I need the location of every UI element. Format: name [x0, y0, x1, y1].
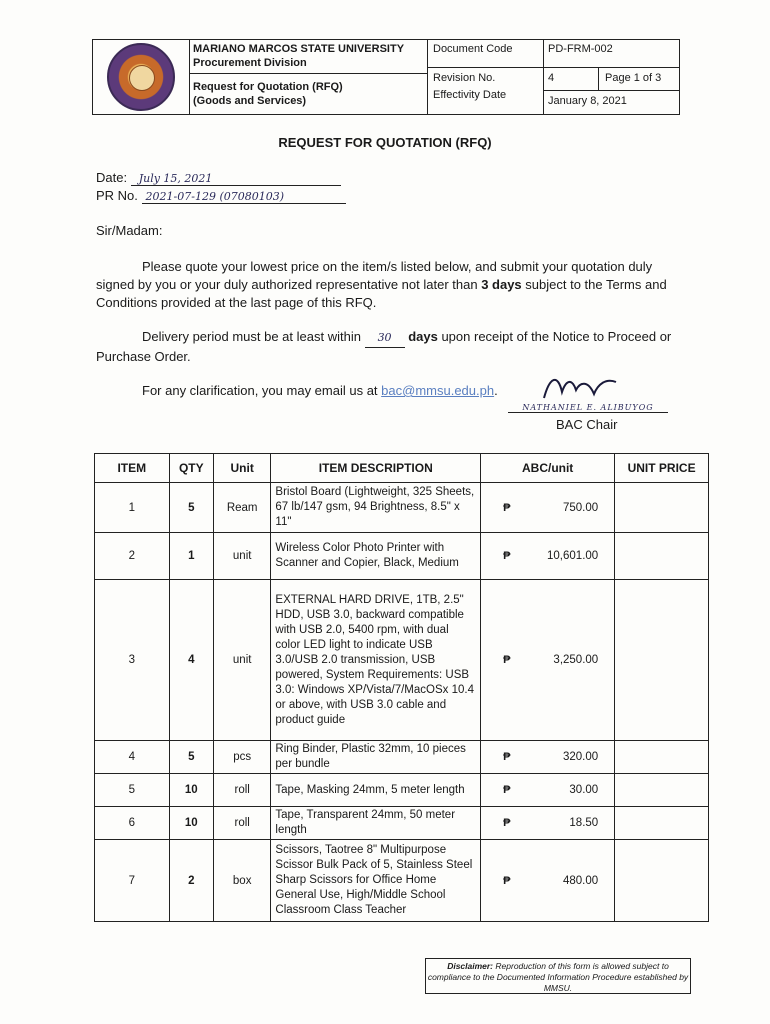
table-row	[95, 807, 709, 840]
abc-value: 3,250.00	[553, 654, 599, 666]
university-seal-icon	[107, 43, 175, 111]
instruction-paragraph	[96, 258, 680, 312]
table-row	[95, 533, 709, 580]
para1-before: Please quote your lowest price on the item/s listed below, and submit your quotation duly signed by you or your duly authorized representative not later than	[96, 259, 653, 292]
revision-value: 4	[548, 72, 555, 84]
item-description: Tape, Transparent 24mm, 50 meter length	[271, 807, 481, 840]
item-unit: roll	[213, 807, 270, 840]
item-number: 2	[95, 533, 170, 580]
unit-price-cell[interactable]	[615, 533, 709, 580]
document-header	[92, 39, 680, 115]
abc-value: 320.00	[563, 751, 599, 763]
doc-code-label: Document Code	[433, 43, 513, 55]
item-qty: 2	[169, 840, 213, 922]
item-abc	[481, 807, 615, 840]
abc-value: 750.00	[563, 501, 599, 514]
item-number: 7	[95, 840, 170, 922]
table-row	[95, 840, 709, 922]
para2-before: Delivery period must be at least within	[142, 329, 361, 344]
para1-after: subject to the Terms and Conditions provided at the last page of this RFQ.	[96, 277, 667, 310]
item-unit: Ream	[213, 483, 270, 533]
item-abc	[481, 840, 615, 922]
abc-value: 480.00	[563, 874, 599, 887]
item-qty: 4	[169, 580, 213, 741]
item-description: Wireless Color Photo Printer with Scanner and Copier, Black, Medium	[271, 533, 481, 580]
effectivity-value: January 8, 2021	[548, 95, 627, 107]
table-row	[95, 580, 709, 741]
item-number: 6	[95, 807, 170, 840]
university-name: MARIANO MARCOS STATE UNIVERSITY	[193, 43, 405, 55]
item-unit: box	[213, 840, 270, 922]
item-qty: 10	[169, 774, 213, 807]
table-row	[95, 483, 709, 533]
pr-value: 2021-07-129 (07080103)	[142, 190, 346, 204]
abc-value: 18.50	[569, 817, 599, 829]
item-unit: pcs	[213, 741, 270, 774]
page-title: REQUEST FOR QUOTATION (RFQ)	[278, 135, 492, 150]
col-header-unit-price: UNIT PRICE	[615, 454, 709, 483]
email-link[interactable]: bac@mmsu.edu.ph	[381, 383, 495, 398]
unit-price-cell[interactable]	[615, 741, 709, 774]
item-qty: 5	[169, 741, 213, 774]
peso-sign: ₱	[503, 751, 511, 763]
peso-sign: ₱	[503, 784, 511, 796]
item-qty: 5	[169, 483, 213, 533]
item-unit: unit	[213, 533, 270, 580]
item-number: 4	[95, 741, 170, 774]
revision-label: Revision No.	[433, 72, 496, 84]
disclaimer-box	[425, 958, 691, 994]
date-value: July 15, 2021	[131, 172, 341, 186]
unit-price-cell[interactable]	[615, 580, 709, 741]
abc-value: 30.00	[569, 784, 599, 796]
items-table	[94, 453, 709, 922]
unit-price-cell[interactable]	[615, 807, 709, 840]
peso-sign: ₱	[503, 550, 511, 562]
peso-sign: ₱	[503, 501, 511, 514]
para1-deadline: 3 days	[481, 277, 522, 292]
para3-after: .	[494, 383, 498, 398]
date-row	[96, 170, 341, 186]
item-number: 5	[95, 774, 170, 807]
delivery-days-value: 30	[365, 329, 405, 348]
col-header-abc: ABC/unit	[481, 454, 615, 483]
peso-sign: ₱	[503, 654, 511, 666]
col-header-qty: QTY	[169, 454, 213, 483]
item-unit: roll	[213, 774, 270, 807]
item-qty: 1	[169, 533, 213, 580]
division-name: Procurement Division	[193, 57, 307, 69]
item-unit: unit	[213, 580, 270, 741]
disclaimer-text: Reproduction of this form is allowed subject to compliance to the Documented Information Procedure established by MMSU.	[427, 961, 689, 993]
effectivity-label: Effectivity Date	[433, 89, 507, 101]
disclaimer-label: Disclaimer:	[447, 961, 494, 971]
col-header-item: ITEM	[95, 454, 170, 483]
signatory-name: NATHANIEL E. ALIBUYOG	[508, 403, 668, 413]
para2-days: days	[408, 329, 438, 344]
page-info: Page 1 of 3	[605, 72, 662, 84]
item-description: Bristol Board (Lightweight, 325 Sheets, 67 lb/147 gsm, 94 Brightness, 8.5" x 11"	[271, 483, 481, 533]
doc-code-value: PD-FRM-002	[548, 43, 613, 55]
unit-price-cell[interactable]	[615, 774, 709, 807]
item-qty: 10	[169, 807, 213, 840]
signatory-position: BAC Chair	[556, 417, 618, 432]
col-header-unit: Unit	[213, 454, 270, 483]
form-title-line1: Request for Quotation (RFQ)	[193, 81, 343, 93]
peso-sign: ₱	[503, 874, 511, 887]
item-abc	[481, 741, 615, 774]
form-title-line2: (Goods and Services)	[193, 95, 307, 107]
salutation: Sir/Madam:	[96, 223, 163, 238]
item-description: EXTERNAL HARD DRIVE, 1TB, 2.5" HDD, USB 3.0, backward compatible with USB 2.0, 5400 rpm, with dual color LED light to indicate USB 3.0/USB 2.0 transmission, USB powered, System Requirements: USB 3.0: Windows XP/Vista/7/MacOSx 10.4 or above, with USB 3.0 cable and product guide	[271, 580, 481, 741]
item-abc	[481, 483, 615, 533]
signature-mark	[536, 370, 626, 404]
item-description: Scissors, Taotree 8" Multipurpose Scissor Bulk Pack of 5, Stainless Steel Sharp Scissors for Office Home General Use, High/Middle School Classroom Class Teacher	[271, 840, 481, 922]
pr-label: PR No.	[96, 188, 138, 203]
para2-after: upon receipt of the Notice to Proceed or Purchase Order.	[96, 329, 672, 364]
col-header-description: ITEM DESCRIPTION	[271, 454, 481, 483]
para3-before: For any clarification, you may email us at	[142, 383, 378, 398]
item-abc	[481, 580, 615, 741]
clarification-paragraph	[142, 382, 498, 400]
item-number: 3	[95, 580, 170, 741]
date-label: Date:	[96, 170, 128, 185]
table-row	[95, 774, 709, 807]
item-number: 1	[95, 483, 170, 533]
unit-price-cell[interactable]	[615, 483, 709, 533]
pr-row	[96, 188, 346, 204]
item-description: Tape, Masking 24mm, 5 meter length	[271, 774, 481, 807]
delivery-paragraph	[96, 328, 680, 366]
unit-price-cell[interactable]	[615, 840, 709, 922]
table-header-row	[95, 454, 709, 483]
item-description: Ring Binder, Plastic 32mm, 10 pieces per bundle	[271, 741, 481, 774]
peso-sign: ₱	[503, 817, 511, 829]
table-row	[95, 741, 709, 774]
abc-value: 10,601.00	[547, 550, 599, 562]
logo-cell	[93, 40, 190, 114]
item-abc	[481, 533, 615, 580]
item-abc	[481, 774, 615, 807]
